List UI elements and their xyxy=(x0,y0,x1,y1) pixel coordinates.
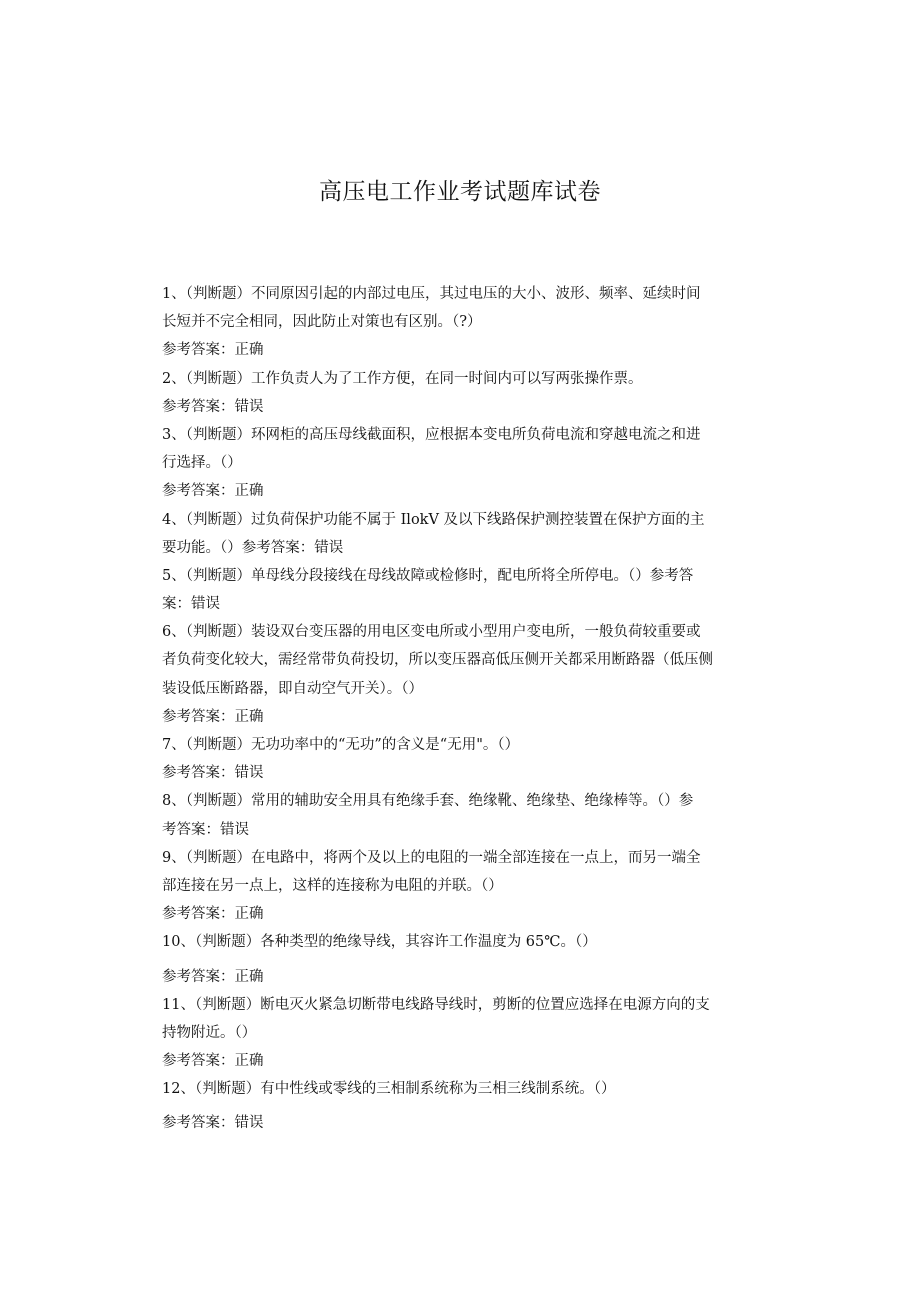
q3-line-2: 行选择。（） xyxy=(162,455,242,472)
q9-line-2: 部连接在另一点上，这样的连接称为电阻的并联。（） xyxy=(162,877,503,894)
q6-line-3: 装设低压断路器，即自动空气开关）。（） xyxy=(162,680,423,697)
q3-line-1: 3、（判断题）环网柜的高压母线截面积，应根据本变电所负荷电流和穿越电流之和进 xyxy=(162,426,701,443)
q3-answer: 参考答案：正确 xyxy=(162,483,264,500)
q11-line-1: 11、（判断题）断电灭火紧急切断带电线路导线时，剪断的位置应选择在电源方向的支 xyxy=(162,996,710,1013)
q10-line-1: 10、（判断题）各种类型的绝缘导线，其容许工作温度为 65℃。（） xyxy=(162,934,597,951)
q7-line-1: 7、（判断题）无功功率中的“无功”的含义是“无用"。（） xyxy=(162,737,520,753)
q5-line-2: 案：错误 xyxy=(162,596,220,613)
q4-line-2: 要功能。（）参考答案：错误 xyxy=(162,539,344,556)
q10-answer: 参考答案：正确 xyxy=(162,968,264,985)
q8-line-1: 8、（判断题）常用的辅助安全用具有绝缘手套、绝缘靴、绝缘垫、绝缘棒等。（）参 xyxy=(162,793,694,810)
q9-answer: 参考答案：正确 xyxy=(162,906,264,923)
q2-answer: 参考答案：错误 xyxy=(162,398,264,415)
q5-line-1: 5、（判断题）单母线分段接线在母线故障或检修时，配电所将全所停电。（）参考答 xyxy=(162,567,694,584)
q6-answer: 参考答案：正确 xyxy=(162,708,264,725)
q4-line-1: 4、（判断题）过负荷保护功能不属于 IlokV 及以下线路保护测控装置在保护方面的主 xyxy=(162,511,705,528)
q2-line-1: 2、（判断题）工作负责人为了工作方便，在同一时间内可以写两张操作票。 xyxy=(162,370,643,387)
q6-line-2: 者负荷变化较大，需经常带负荷投切，所以变压器高低压侧开关都采用断路器（低压侧 xyxy=(162,652,713,669)
q8-line-2: 考答案：错误 xyxy=(162,821,249,838)
q11-answer: 参考答案：正确 xyxy=(162,1053,264,1070)
q1-line-1: 1、（判断题）不同原因引起的内部过电压，其过电压的大小、波形、频率、延续时间 xyxy=(162,286,701,302)
q11-line-2: 持物附近。（） xyxy=(162,1024,257,1041)
q1-answer: 参考答案：正确 xyxy=(162,342,264,359)
q9-line-1: 9、（判断题）在电路中，将两个及以上的电阻的一端全部连接在一点上，而另一端全 xyxy=(162,849,701,866)
q7-answer: 参考答案：错误 xyxy=(162,765,264,782)
q12-answer: 参考答案：错误 xyxy=(162,1115,264,1132)
question-list xyxy=(162,280,758,1138)
document-title: 高压电工作业考试题库试卷 xyxy=(319,179,601,205)
q12-line-1: 12、（判断题）有中性线或零线的三相制系统称为三相三线制系统。（） xyxy=(162,1081,616,1098)
q6-line-1: 6、（判断题）装设双台变压器的用电区变电所或小型用户变电所，一般负荷较重要或 xyxy=(162,624,701,641)
q1-line-2: 长短并不完全相同，因此防止对策也有区别。（?） xyxy=(162,314,482,331)
